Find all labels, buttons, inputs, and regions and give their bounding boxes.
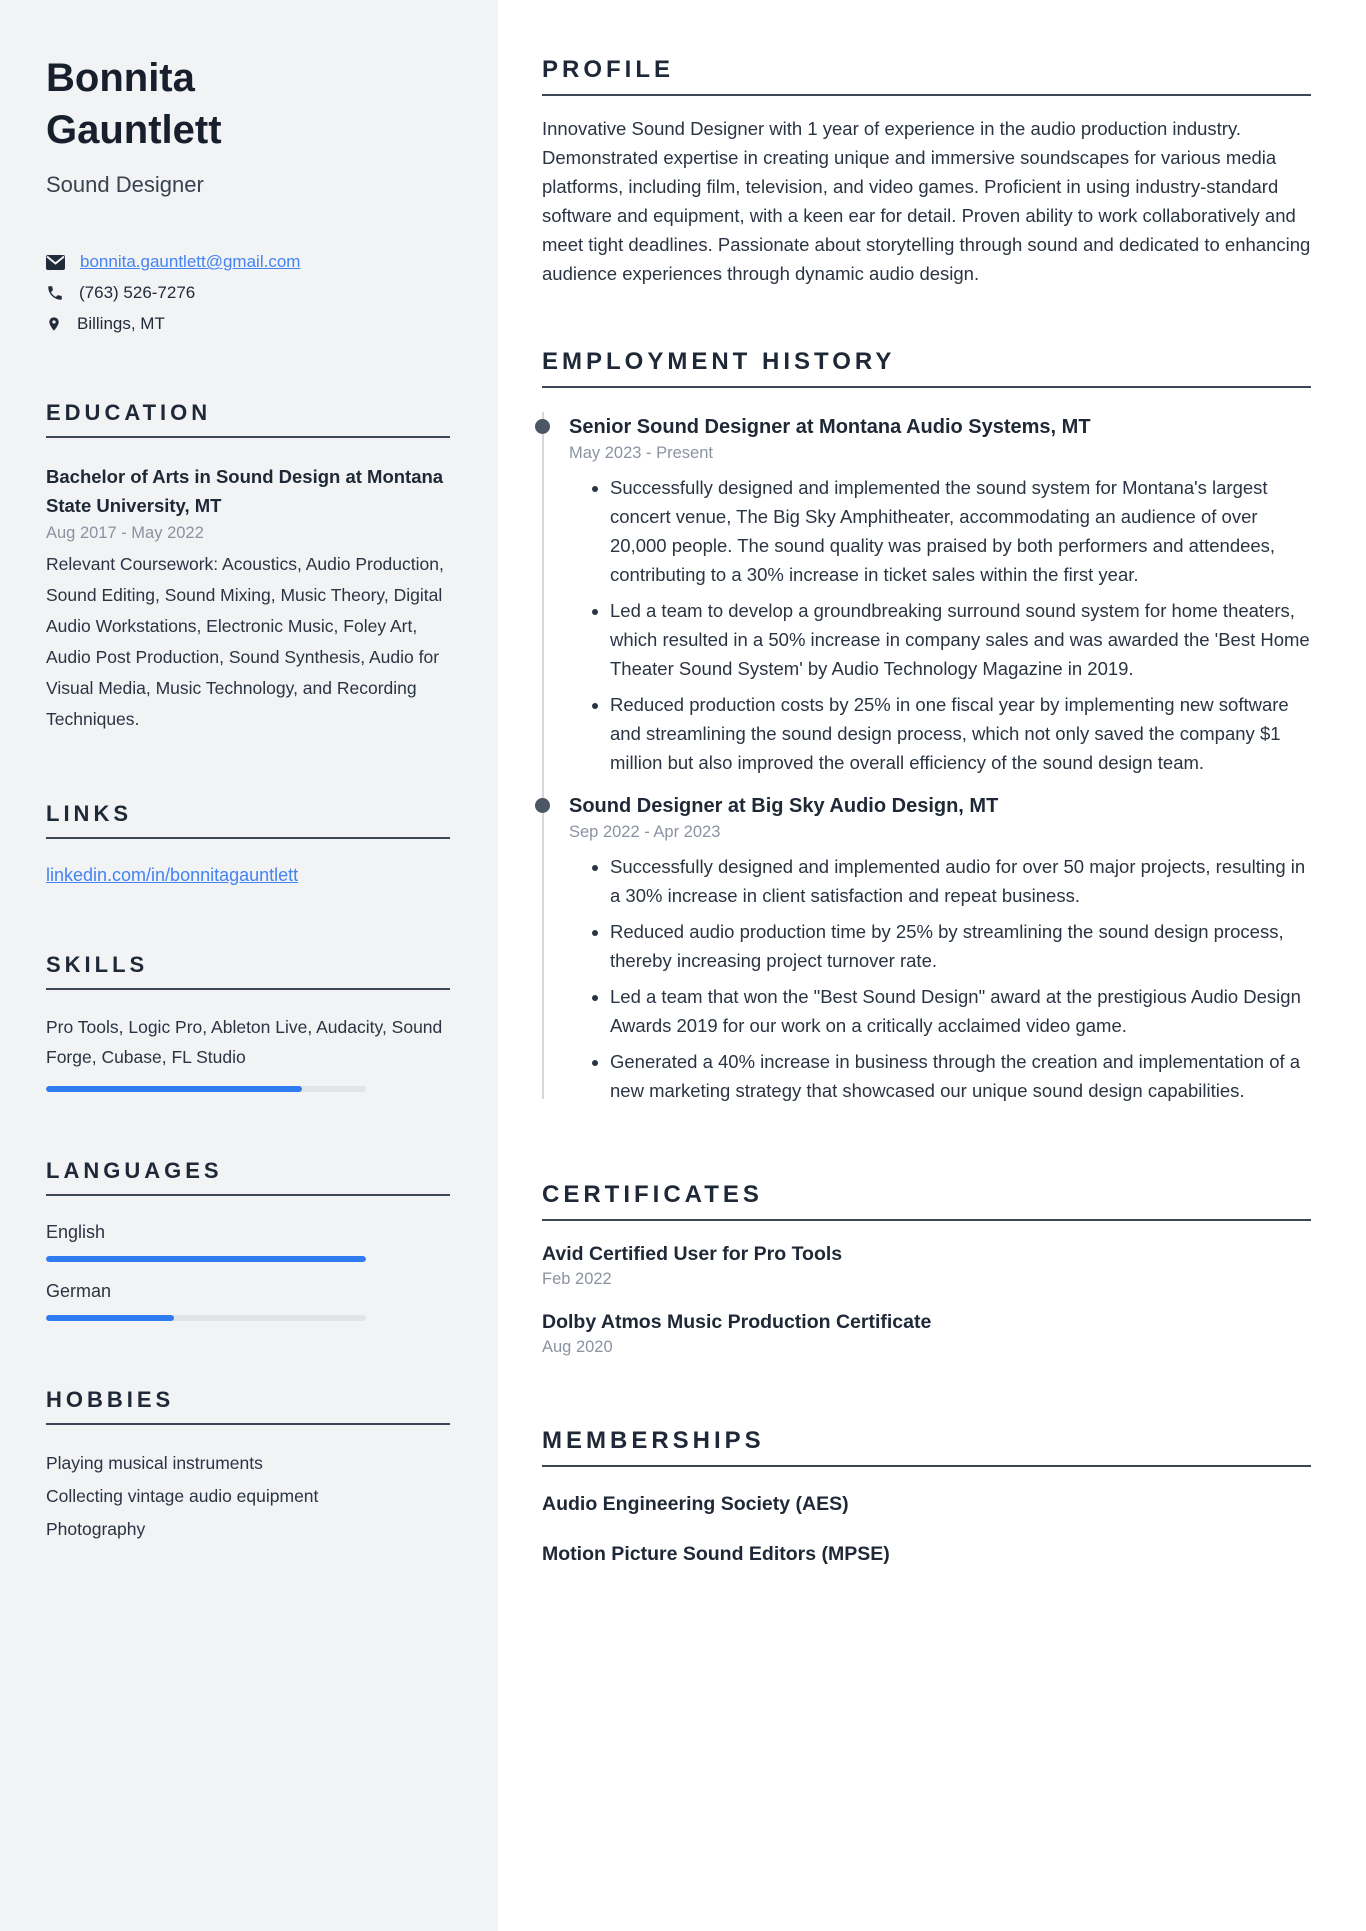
language-progress-fill: [46, 1256, 366, 1262]
job-bullet: • Reduced production costs by 25% in one fiscal year by implementing new software and streamlining the sound design process, which not only saved the company $1 million but also improved the overall efficiency of the sound design team.: [610, 690, 1311, 777]
skills-list-text: Pro Tools, Logic Pro, Ableton Live, Audacity, Sound Forge, Cubase, FL Studio: [46, 1017, 443, 1067]
education-dates: Aug 2017 - May 2022: [46, 524, 204, 542]
sidebar: [0, 0, 498, 1931]
language-item: [46, 1281, 450, 1321]
main-column: [498, 0, 1366, 1931]
job-dates: May 2023 - Present: [569, 444, 713, 462]
job-entry: [542, 793, 1311, 1105]
job-title: Sound Designer at Big Sky Audio Design, MT: [569, 793, 1311, 819]
job-bullet: • Successfully designed and implemented the sound system for Montana's largest concert venue, The Big Sky Amphitheater, accommodating an audience of over 20,000 people. The sound quality was praised by both performers and attendees, contributing to a 30% increase in ticket sales within the first year.: [610, 473, 1311, 589]
job-bullet: • Led a team that won the "Best Sound Design" award at the prestigious Audio Design Awards 2019 for our work on a critically acclaimed video game.: [610, 982, 1311, 1040]
job-bullet: • Generated a 40% increase in business through the creation and implementation of a new marketing strategy that showcased our unique sound design capabilities.: [610, 1047, 1311, 1105]
profile-section: [542, 56, 1311, 288]
hobbies-list: [46, 1447, 450, 1546]
links-heading: LINKS: [46, 801, 132, 826]
job-bullet: • Led a team to develop a groundbreaking surround sound system for home theaters, which resulted in a 50% increase in company sales and was awarded the 'Best Home Theater Sound System' by Audio Technology Magazine in 2019.: [610, 596, 1311, 683]
job-bullet: • Successfully designed and implemented audio for over 50 major projects, resulting in a 30% increase in client satisfaction and repeat business.: [610, 852, 1311, 910]
certificate-title: Avid Certified User for Pro Tools: [542, 1243, 843, 1265]
section-divider: [46, 988, 450, 990]
certificates-section: [542, 1181, 1311, 1357]
job-bullet: • Reduced audio production time by 25% by streamlining the sound design process, thereby increasing project turnover rate.: [610, 917, 1311, 975]
education-coursework: Relevant Coursework: Acoustics, Audio Production, Sound Editing, Sound Mixing, Music Theory, Digital Audio Workstations, Electronic Music, Foley Art, Audio Post Production, Sound Synthesis, Audio for Visual Media, Music Technology, and Recording Techniques.: [46, 554, 444, 729]
location-text: Billings, MT: [77, 314, 165, 333]
certificate-date: Aug 2020: [542, 1338, 613, 1356]
linkedin-link[interactable]: linkedin.com/in/bonnitagauntlett: [46, 865, 299, 885]
email-link[interactable]: bonnita.gauntlett@gmail.com: [80, 252, 301, 271]
language-progress-track: [46, 1315, 366, 1321]
job-bullet-list: [569, 473, 1311, 777]
membership-item: Motion Picture Sound Editors (MPSE): [542, 1543, 890, 1565]
skills-progress-track: [46, 1086, 366, 1092]
certificate-title: Dolby Atmos Music Production Certificate: [542, 1311, 932, 1333]
language-progress-track: [46, 1256, 366, 1262]
job-entry: [542, 414, 1311, 777]
languages-section: [46, 1158, 450, 1321]
language-name: German: [46, 1281, 112, 1301]
membership-item: Audio Engineering Society (AES): [542, 1493, 849, 1515]
language-item: [46, 1222, 450, 1262]
languages-heading: LANGUAGES: [46, 1158, 223, 1183]
section-divider: [46, 837, 450, 839]
skills-section: [46, 952, 450, 1092]
certificate-entry: [542, 1309, 1311, 1357]
contact-location-row: [46, 314, 450, 334]
education-heading: EDUCATION: [46, 400, 212, 425]
employment-heading: EMPLOYMENT HISTORY: [542, 348, 896, 375]
profile-text: Innovative Sound Designer with 1 year of experience in the audio production industry. Demonstrated expertise in creating unique and immersive soundscapes for various media platforms, including film, television, and video games. Proficient in using industry-standard software and equipment, with a keen ear for detail. Proven ability to work collaboratively and meet tight deadlines. Passionate about storytelling through sound and dedicated to enhancing audience experiences through dynamic audio design.: [542, 118, 1311, 284]
job-dates: Sep 2022 - Apr 2023: [569, 823, 721, 841]
section-divider: [46, 436, 450, 438]
phone-number: (763) 526-7276: [79, 283, 196, 302]
section-divider: [46, 1423, 450, 1425]
certificate-entry: [542, 1241, 1311, 1289]
certificate-date: Feb 2022: [542, 1270, 612, 1288]
hobby-item: Photography: [46, 1519, 146, 1539]
contact-email-row: [46, 252, 450, 272]
employment-section: [542, 348, 1311, 1105]
hobbies-section: [46, 1387, 450, 1546]
job-title: Senior Sound Designer at Montana Audio Systems, MT: [569, 414, 1311, 440]
email-icon: [46, 255, 65, 270]
contact-phone-row: [46, 283, 450, 303]
memberships-heading: MEMBERSHIPS: [542, 1427, 765, 1454]
section-divider: [542, 1219, 1311, 1221]
location-icon: [46, 314, 62, 334]
section-divider: [542, 94, 1311, 96]
memberships-section: [542, 1427, 1311, 1567]
candidate-role: Sound Designer: [46, 172, 204, 197]
candidate-name: Bonnita Gauntlett: [46, 56, 222, 152]
education-section: [46, 400, 450, 735]
hobby-item: Collecting vintage audio equipment: [46, 1486, 319, 1506]
section-divider: [542, 386, 1311, 388]
language-name: English: [46, 1222, 106, 1242]
section-divider: [46, 1194, 450, 1196]
section-divider: [542, 1465, 1311, 1467]
degree-title: Bachelor of Arts in Sound Design at Montana State University, MT: [46, 466, 444, 516]
language-progress-fill: [46, 1315, 174, 1321]
employment-timeline: [542, 398, 1311, 1105]
contact-block: [46, 252, 450, 334]
links-section: [46, 801, 450, 886]
hobbies-heading: HOBBIES: [46, 1387, 175, 1412]
phone-icon: [46, 284, 64, 302]
certificates-heading: CERTIFICATES: [542, 1181, 763, 1208]
job-bullet-list: [569, 852, 1311, 1105]
profile-heading: PROFILE: [542, 56, 675, 83]
skills-progress-fill: [46, 1086, 302, 1092]
hobby-item: Playing musical instruments: [46, 1453, 263, 1473]
skills-heading: SKILLS: [46, 952, 149, 977]
